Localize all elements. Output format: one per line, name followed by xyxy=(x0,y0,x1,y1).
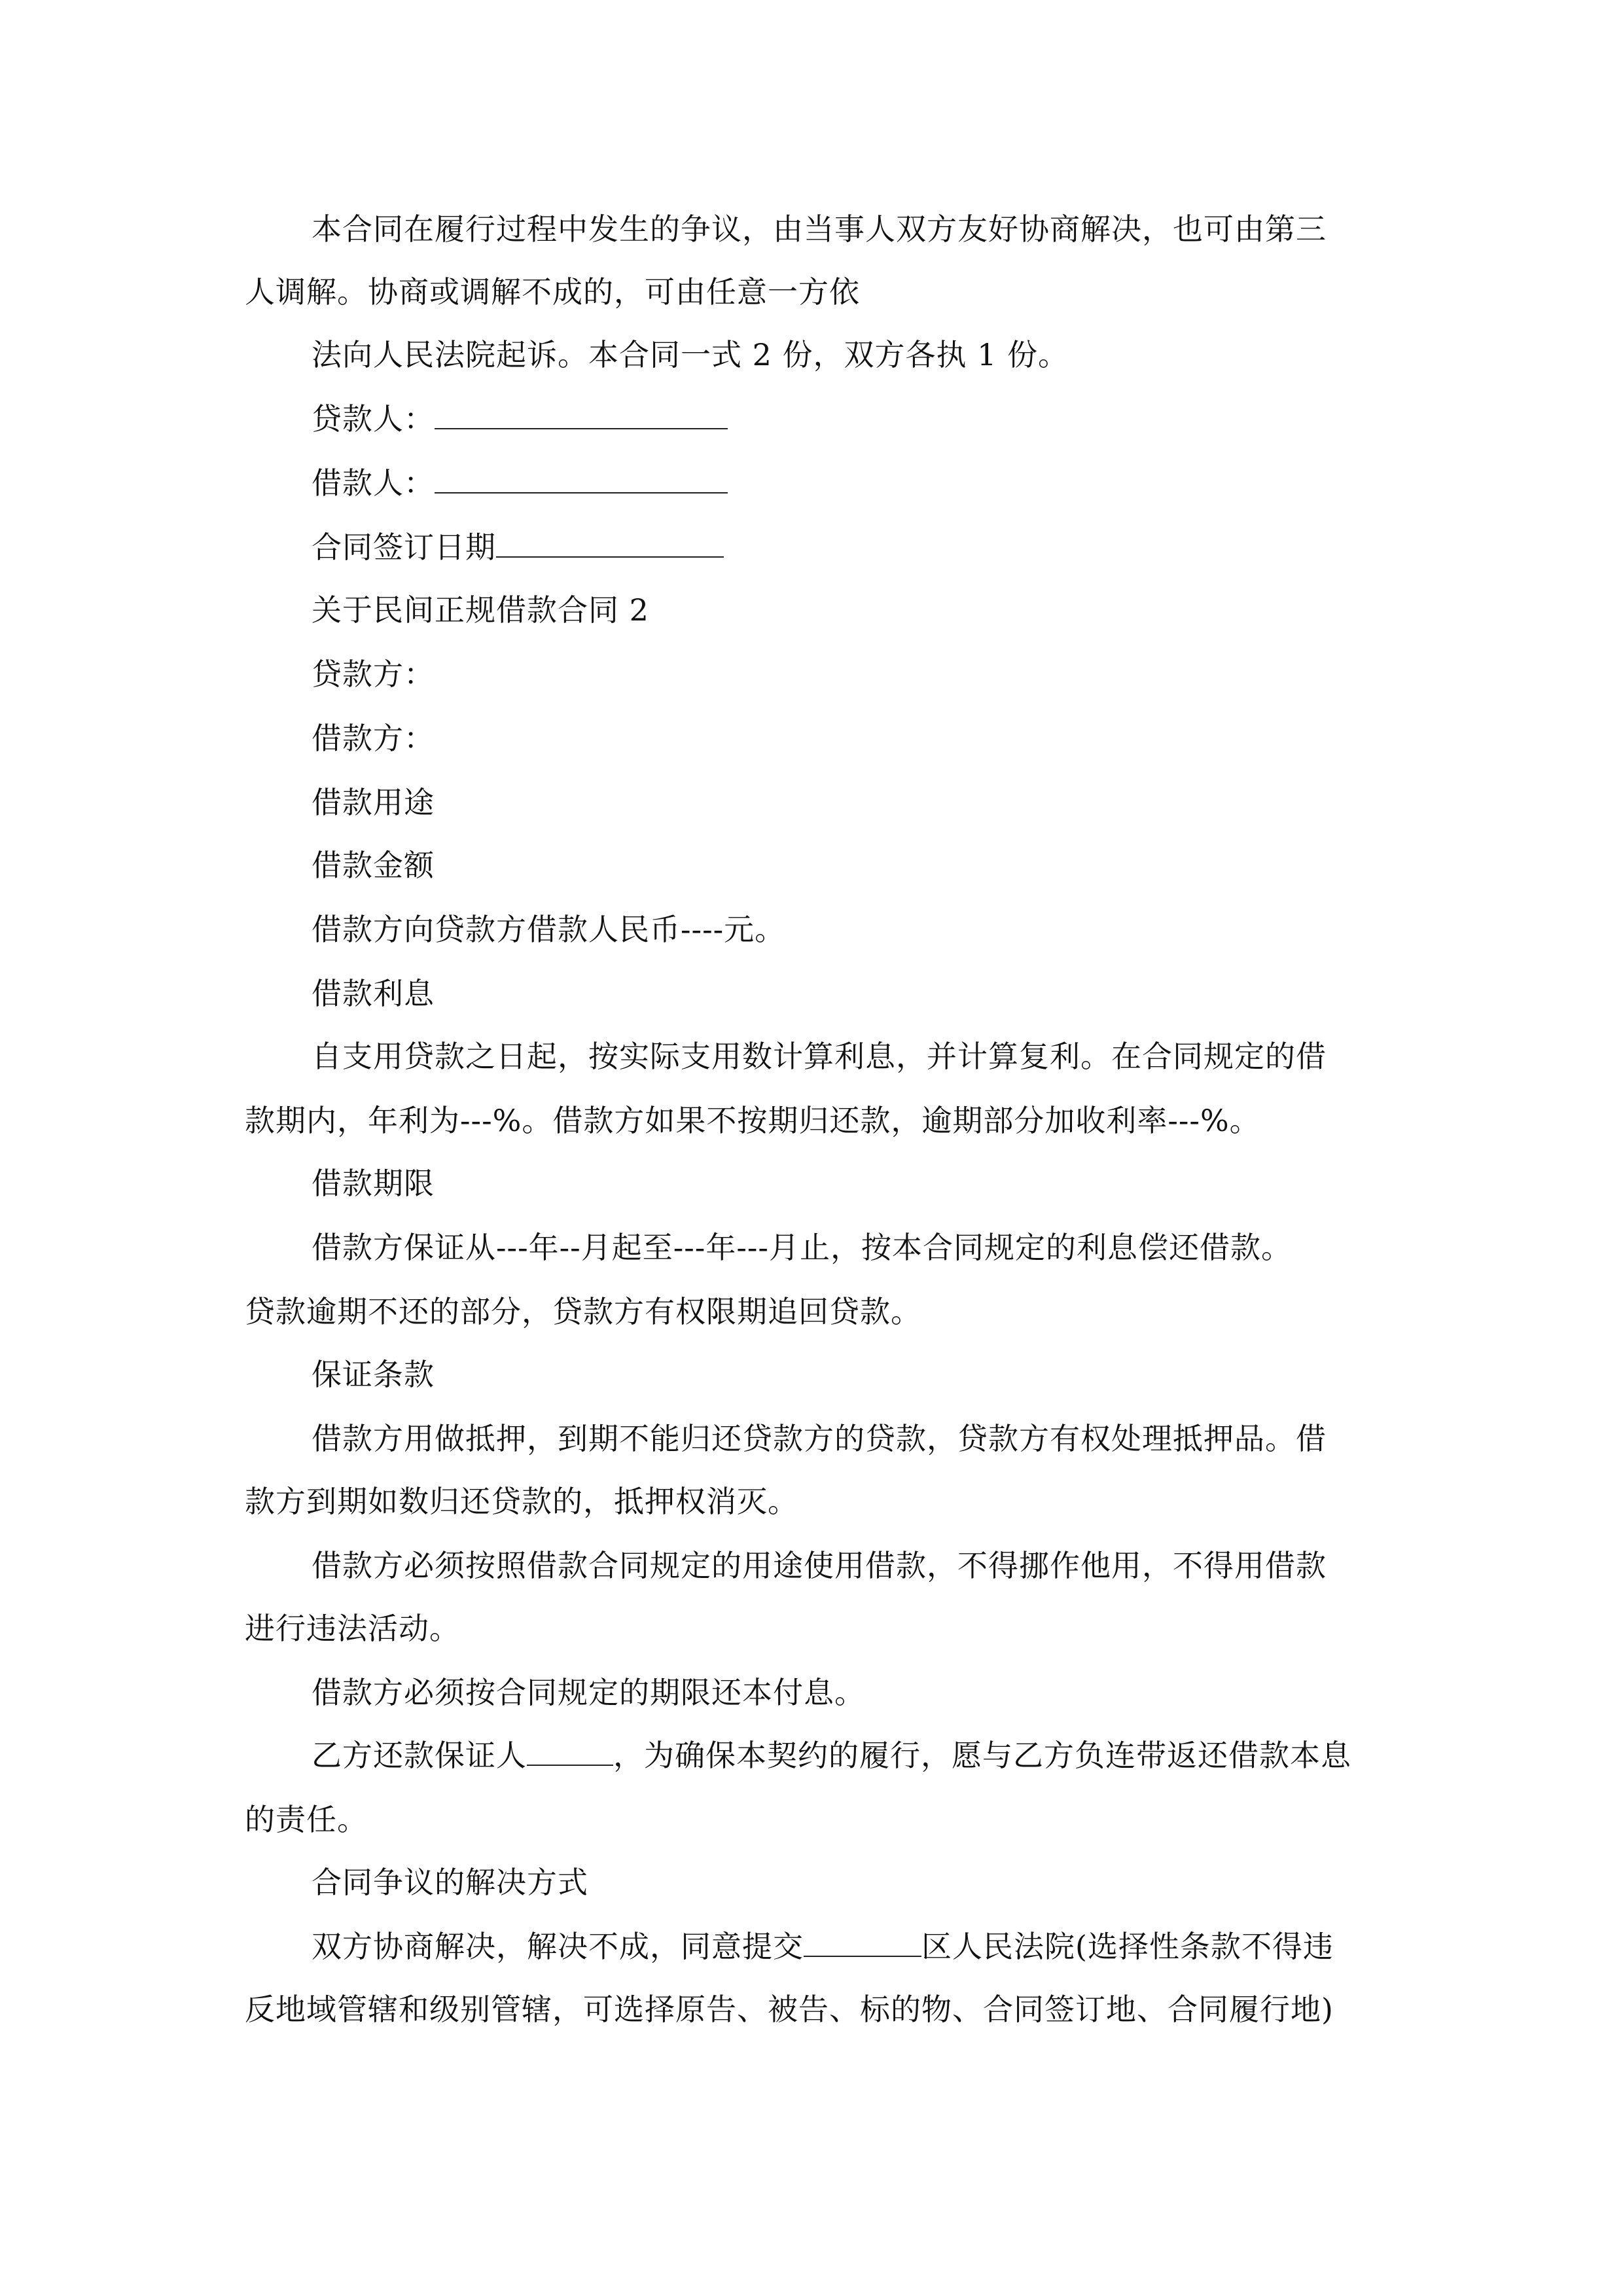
guarantee-clause-line-2: 款方到期如数归还贷款的，抵押权消灭。 xyxy=(245,1484,798,1519)
signing-date-label: 合同签订日期 xyxy=(312,529,496,565)
interest-clause-line-1: 自支用贷款之日起，按实际支用数计算利息，并计算复利。在合同规定的借 xyxy=(312,1039,1327,1074)
dispute-text-end: 区人民法院(选择性条款不得违 xyxy=(921,1929,1334,1964)
repayment-clause: 借款方必须按合同规定的期限还本付息。 xyxy=(312,1675,865,1710)
usage-clause-line-2: 进行违法活动。 xyxy=(245,1611,460,1646)
guarantor-blank xyxy=(527,1736,613,1766)
borrower-blank xyxy=(435,463,728,493)
section-term-heading: 借款期限 xyxy=(312,1166,435,1201)
term-clause-line-1: 借款方保证从---年--月起至---年---月止，按本合同规定的利息偿还借款。 xyxy=(312,1230,1292,1265)
borrower-party-label: 借款方： xyxy=(312,721,435,756)
lender-label: 贷款人： xyxy=(312,401,435,437)
section-interest-heading: 借款利息 xyxy=(312,976,435,1011)
lender-signature-row xyxy=(312,399,728,439)
section-guarantee-heading: 保证条款 xyxy=(312,1357,435,1392)
paragraph-court-line: 法向人民法院起诉。本合同一式 2 份，双方各执 1 份。 xyxy=(312,337,1069,372)
signing-date-blank xyxy=(496,528,724,558)
borrower-signature-row xyxy=(312,463,728,503)
dispute-clause-line-1 xyxy=(312,1927,1334,1966)
guarantor-clause-line-1 xyxy=(312,1736,1351,1775)
borrower-label: 借款人： xyxy=(312,465,435,501)
dispute-clause-line-2: 反地域管辖和级别管辖，可选择原告、被告、标的物、合同签订地、合同履行地) xyxy=(245,1992,1334,2027)
lender-party-label: 贷款方： xyxy=(312,656,435,692)
paragraph-dispute-line-2: 人调解。协商或调解不成的，可由任意一方依 xyxy=(245,274,860,310)
lender-blank xyxy=(435,399,728,429)
section-dispute-heading: 合同争议的解决方式 xyxy=(312,1865,588,1900)
section-purpose-heading: 借款用途 xyxy=(312,785,435,820)
paragraph-dispute-line-1: 本合同在履行过程中发生的争议，由当事人双方友好协商解决，也可由第三 xyxy=(312,211,1327,247)
section-amount-heading: 借款金额 xyxy=(312,848,435,883)
term-clause-line-2: 贷款逾期不还的部分，贷款方有权限期追回贷款。 xyxy=(245,1294,921,1329)
guarantor-clause-line-2: 的责任。 xyxy=(245,1802,368,1837)
guarantor-text: ，为确保本契约的履行，愿与乙方负连带返还借款本息 xyxy=(613,1738,1351,1773)
amount-clause: 借款方向贷款方借款人民币----元。 xyxy=(312,912,786,947)
dispute-text-start: 双方协商解决，解决不成，同意提交 xyxy=(312,1929,804,1964)
guarantor-label: 乙方还款保证人 xyxy=(312,1738,527,1773)
interest-clause-line-2: 款期内，年利为---%。借款方如果不按期归还款，逾期部分加收利率---%。 xyxy=(245,1103,1260,1138)
contract-2-title: 关于民间正规借款合同 2 xyxy=(312,592,649,628)
signing-date-row xyxy=(312,528,724,567)
court-district-blank xyxy=(804,1927,921,1957)
guarantee-clause-line-1: 借款方用做抵押，到期不能归还贷款方的贷款，贷款方有权处理抵押品。借 xyxy=(312,1421,1327,1456)
usage-clause-line-1: 借款方必须按照借款合同规定的用途使用借款，不得挪作他用，不得用借款 xyxy=(312,1548,1327,1583)
